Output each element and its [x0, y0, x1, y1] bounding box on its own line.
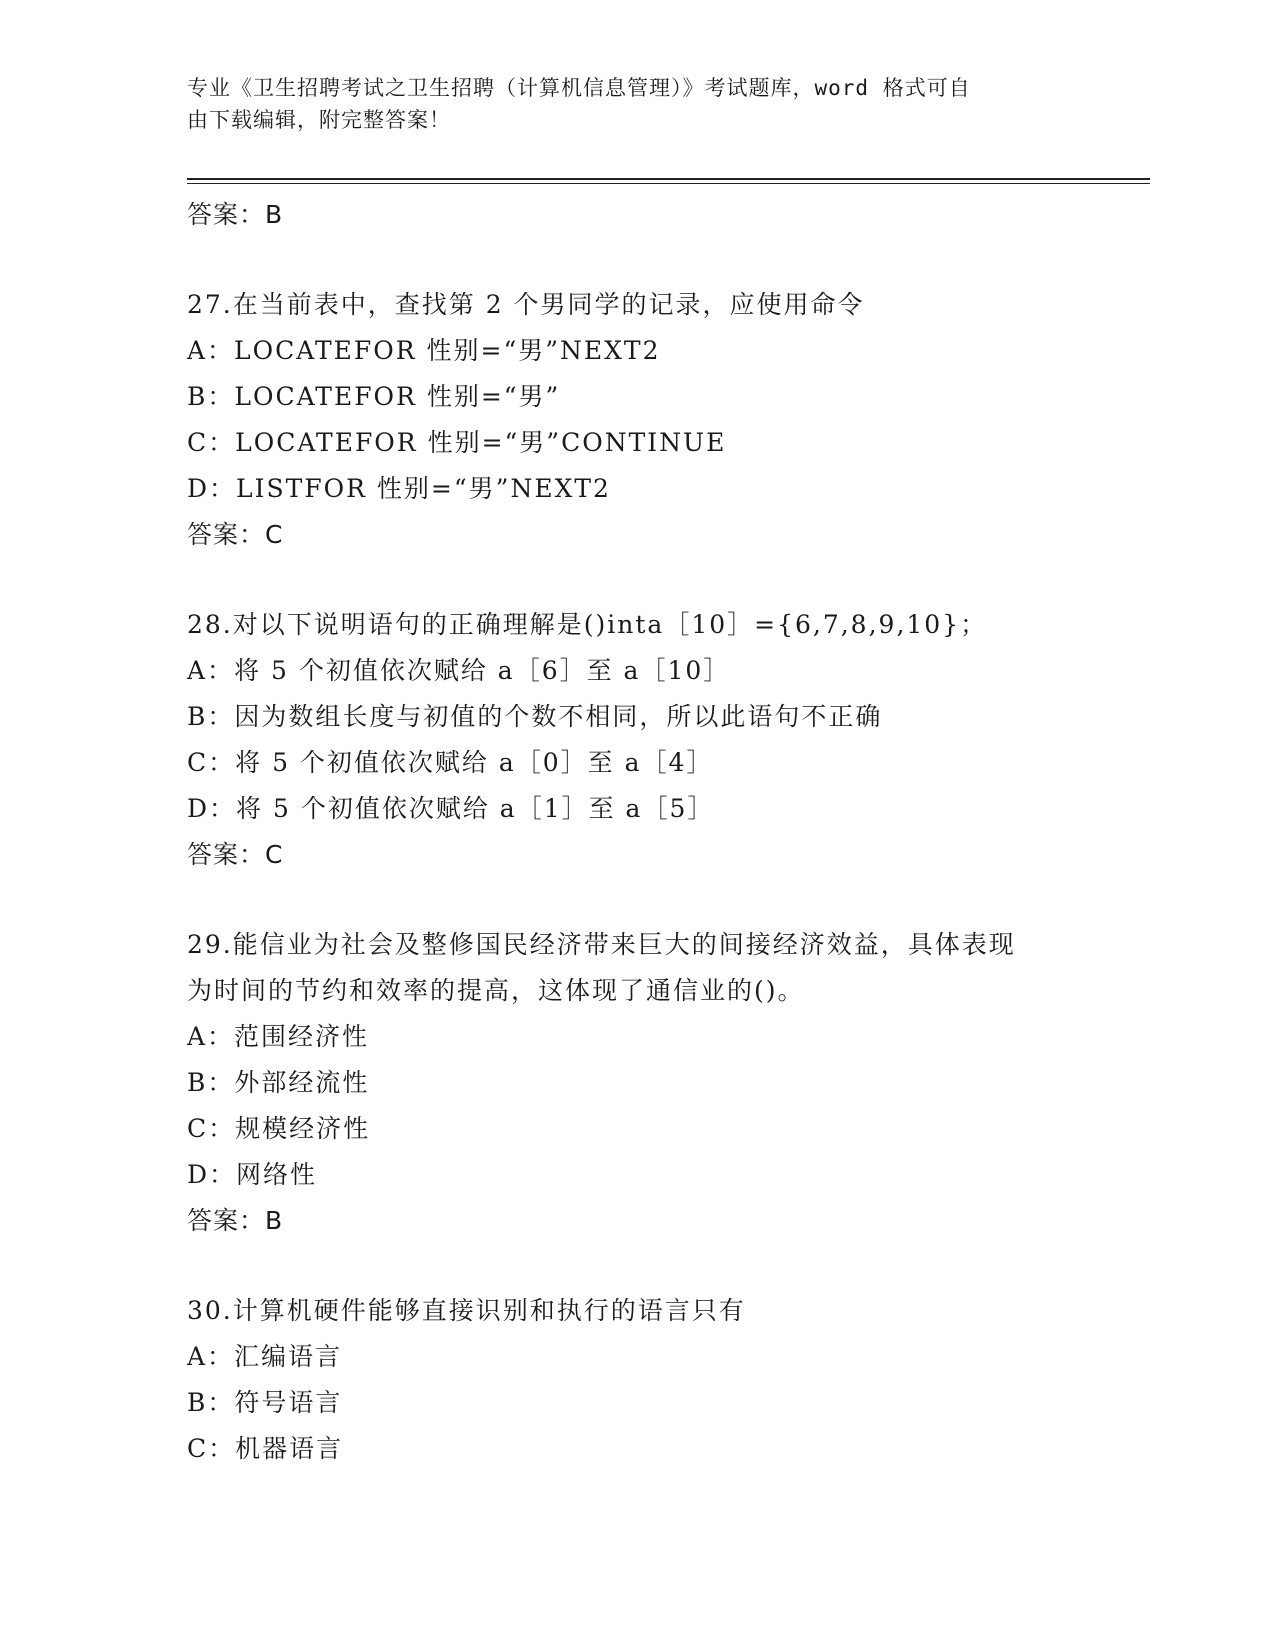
document-header	[187, 72, 1087, 136]
header-rule-thin	[187, 183, 1150, 184]
header-line-1: 专业《卫生招聘考试之卫生招聘（计算机信息管理）》考试题库，word 格式可自	[187, 76, 971, 100]
option-d: D：LISTFOR 性别=“男”NEXT2	[187, 474, 611, 503]
header-rule-thick	[187, 178, 1150, 180]
question-29	[187, 922, 1127, 1244]
previous-answer: 答案：B	[187, 200, 284, 229]
question-27	[187, 282, 1127, 558]
question-stem-line-1: 29.能信业为社会及整修国民经济带来巨大的间接经济效益，具体表现	[187, 930, 1016, 959]
option-b: B：外部经流性	[187, 1068, 370, 1097]
question-30	[187, 1288, 1127, 1472]
option-c: C：规模经济性	[187, 1114, 371, 1143]
answer: 答案：B	[187, 1206, 284, 1235]
question-stem-line-2: 为时间的节约和效率的提高，这体现了通信业的()。	[187, 976, 805, 1005]
question-stem: 28.对以下说明语句的正确理解是()inta［10］={6,7,8,9,10}；	[187, 610, 988, 639]
option-c: C：LOCATEFOR 性别=“男”CONTINUE	[187, 428, 727, 457]
option-c: C：将 5 个初值依次赋给 a［0］至 a［4］	[187, 748, 714, 777]
option-a: A：范围经济性	[187, 1022, 370, 1051]
option-b: B：LOCATEFOR 性别=“男”	[187, 382, 561, 411]
option-a: A：将 5 个初值依次赋给 a［6］至 a［10］	[187, 656, 731, 685]
question-stem: 27.在当前表中，查找第 2 个男同学的记录，应使用命令	[187, 290, 865, 319]
answer: 答案：C	[187, 840, 284, 869]
question-list	[187, 192, 1127, 1472]
question-28	[187, 602, 1127, 878]
option-c: C：机器语言	[187, 1434, 344, 1463]
header-line-2: 由下载编辑，附完整答案！	[187, 108, 451, 132]
option-d: D：网络性	[187, 1160, 318, 1189]
option-a: A：汇编语言	[187, 1342, 343, 1371]
option-d: D：将 5 个初值依次赋给 a［1］至 a［5］	[187, 794, 715, 823]
option-b: B：符号语言	[187, 1388, 343, 1417]
option-b: B：因为数组长度与初值的个数不相同，所以此语句不正确	[187, 702, 883, 731]
option-a: A：LOCATEFOR 性别=“男”NEXT2	[187, 336, 661, 365]
question-stem: 30.计算机硬件能够直接识别和执行的语言只有	[187, 1296, 746, 1325]
answer: 答案：C	[187, 520, 284, 549]
